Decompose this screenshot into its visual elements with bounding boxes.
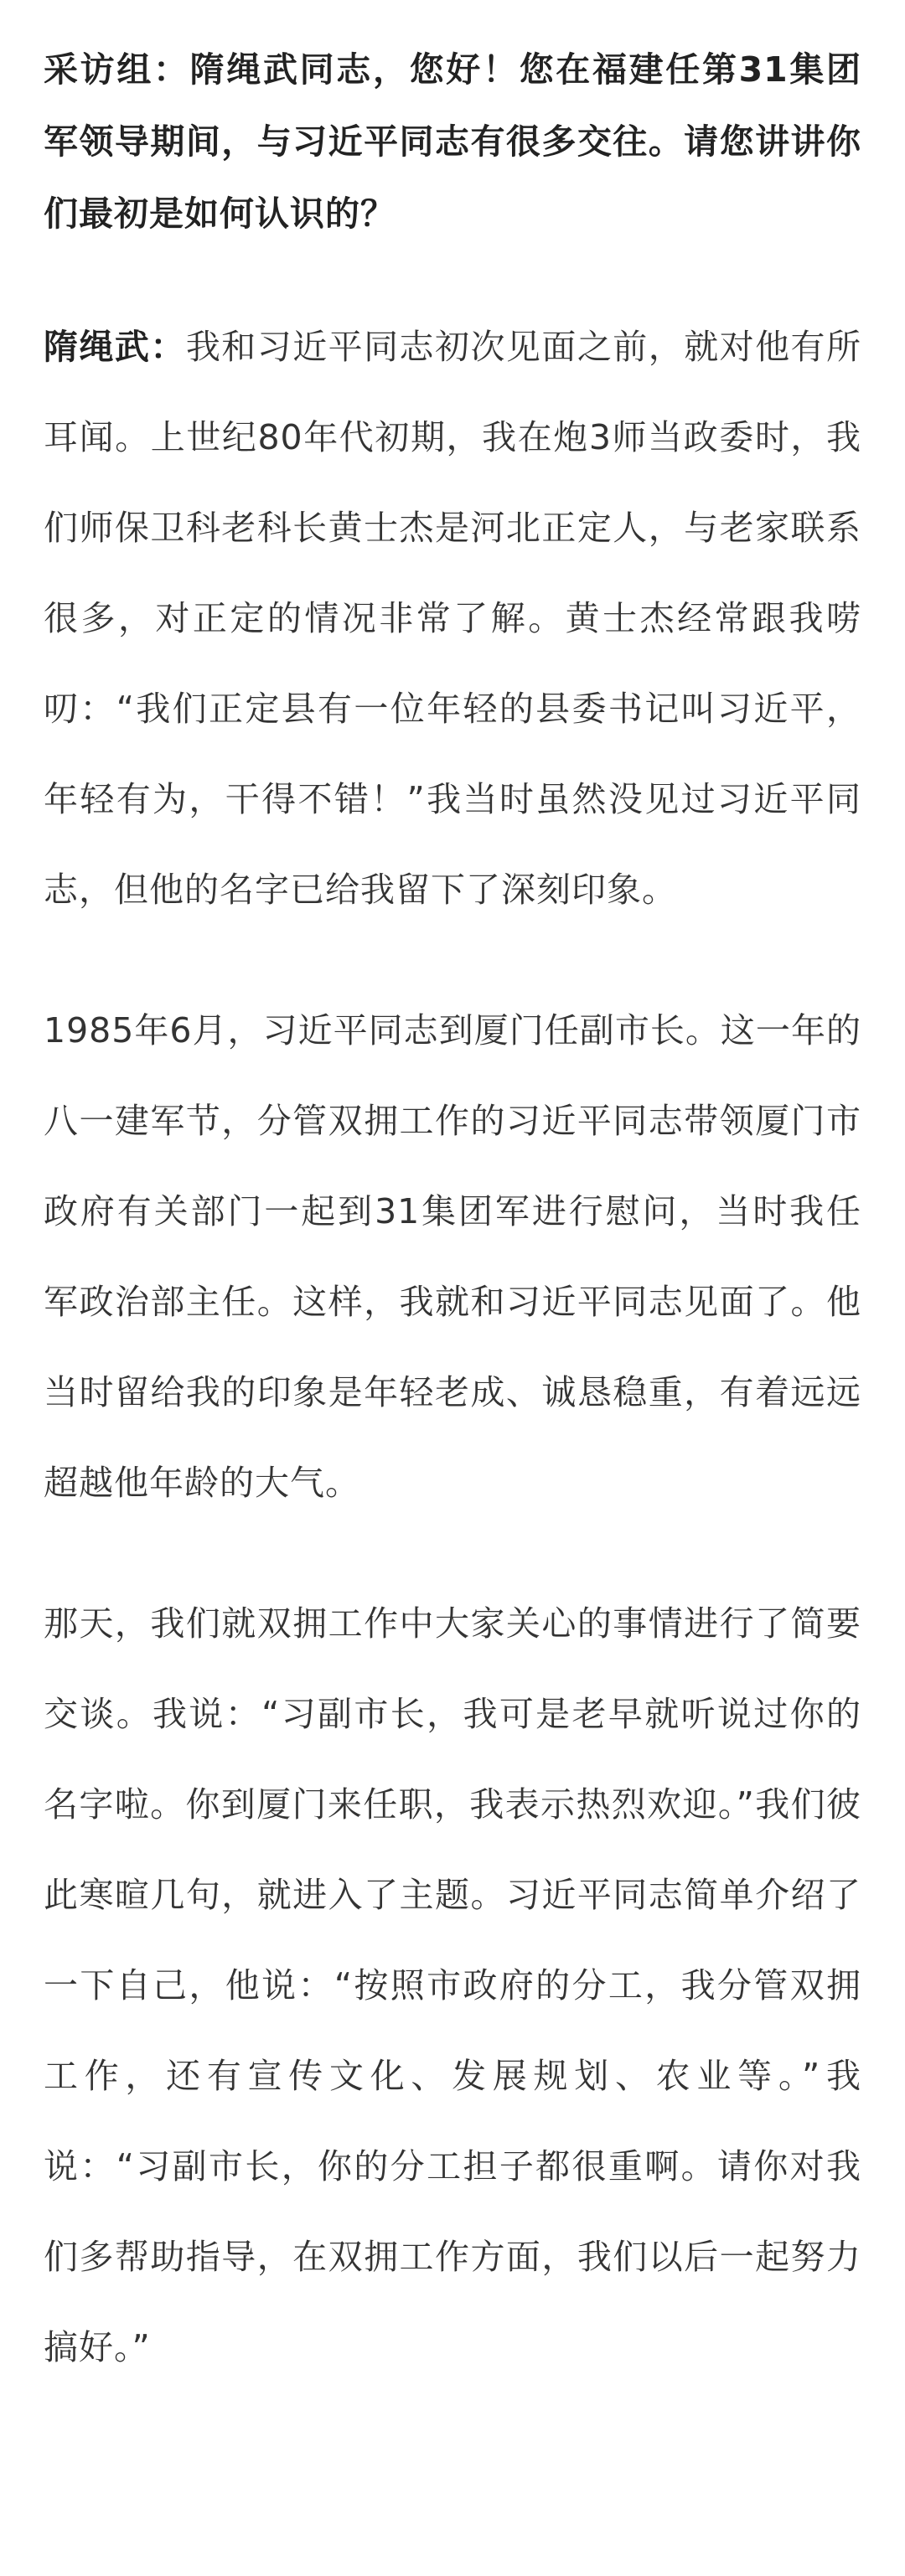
- answer-text: 我和习近平同志初次见面之前，就对他有所耳闻。上世纪80年代初期，我在炮3师当政委时，我们师保卫科老科长黄士杰是河北正定人，与老家联系很多，对正定的情况非常了解。黄士杰经常跟我唠叨：“我们正定县有一位年轻的县委书记叫习近平，年轻有为，干得不错！”我当时虽然没见过习近平同志，但他的名字已给我留下了深刻印象。: [44, 327, 862, 910]
- paragraph-conversation: 那天，我们就双拥工作中大家关心的事情进行了简要交谈。我说：“习副市长，我可是老早就听说过你的名字啦。你到厦门来任职，我表示热烈欢迎。”我们彼此寒暄几句，就进入了主题。习近平同志简单介绍了一下自己，他说：“按照市政府的分工，我分管双拥工作，还有宣传文化、发展规划、农业等。”我说：“习副市长，你的分工担子都很重啊。请你对我们多帮助指导，在双拥工作方面，我们以后一起努力搞好。”: [44, 1603, 861, 2367]
- answer-paragraph: [44, 302, 861, 935]
- interview-question: 采访组：隋绳武同志，您好！您在福建任第31集团军领导期间，与习近平同志有很多交往。请您讲讲你们最初是如何认识的？: [44, 49, 861, 234]
- speaker-name: 隋绳武：: [44, 327, 186, 367]
- paragraph-1985-meeting: 1985年6月，习近平同志到厦门任副市长。这一年的八一建军节，分管双拥工作的习近平同志带领厦门市政府有关部门一起到31集团军进行慰问，当时我任军政治部主任。这样，我就和习近平同志见面了。他当时留给我的印象是年轻老成、诚恳稳重，有着远远超越他年龄的大气。: [44, 1010, 861, 1503]
